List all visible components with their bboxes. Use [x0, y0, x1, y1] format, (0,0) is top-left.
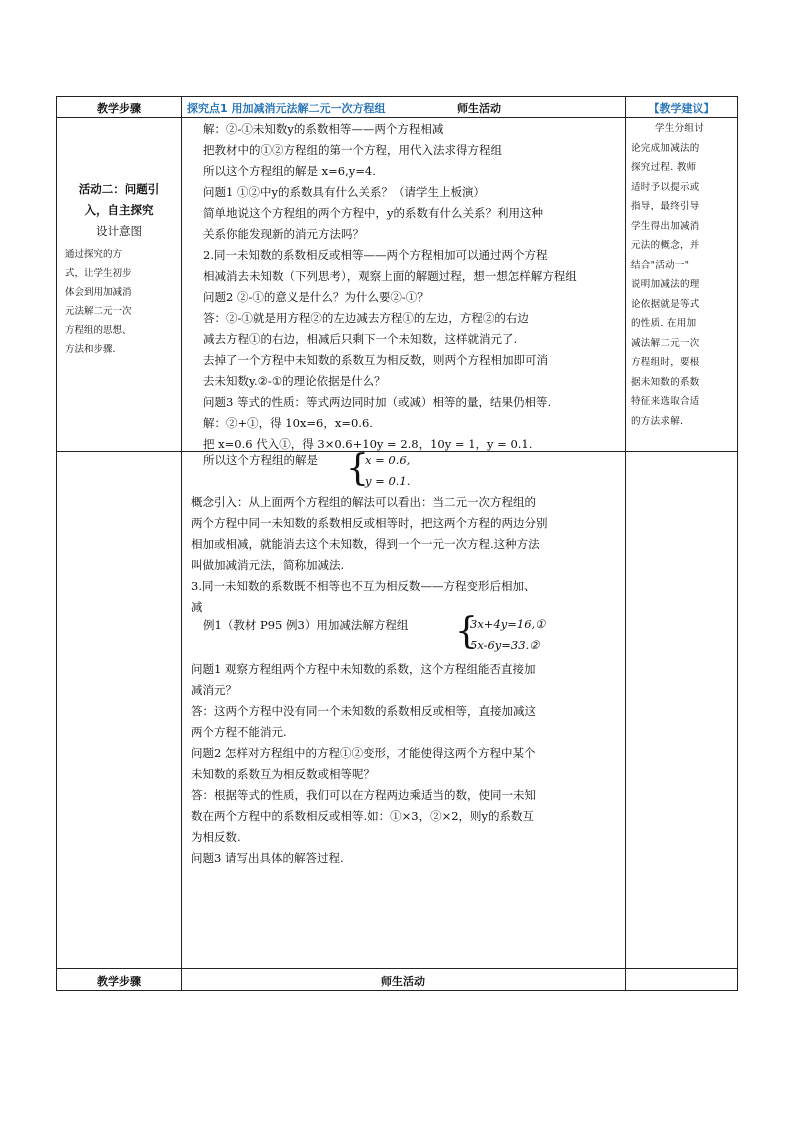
example-equation-2: 5x-6y=33.② [470, 638, 540, 652]
text-line: 把 x=0.6 代入①，得 3×0.6+10y = 2.8，10y = 1，y = 0.1. [203, 437, 533, 451]
column-divider-1 [181, 97, 182, 990]
design-intent-title: 设计意图 [96, 224, 142, 238]
text-line: 问题2 怎样对方程组中的方程①②变形，才能使得这两个方程中某个 [191, 746, 536, 760]
text-line: 的性质. 在用加 [631, 318, 697, 329]
text-line: 两个方程中同一未知数的系数相反或相等时，把这两个方程的两边分别 [191, 516, 548, 530]
text-line: 解：②+①，得 10x=6，x=0.6. [203, 416, 373, 430]
header-explore-point: 探究点1 用加减消元法解二元一次方程组 [187, 102, 386, 115]
text-line: 问题3 请写出具体的解答过程. [191, 851, 344, 865]
footer-teaching-steps: 教学步骤 [97, 975, 141, 988]
text-line: 指导，最终引导 [631, 201, 700, 212]
text-line: 方程组的思想、 [65, 325, 132, 336]
text-line: 答：根据等式的性质，我们可以在方程两边乘适当的数，使同一未知 [191, 788, 536, 802]
text-line: 问题1 观察方程组两个方程中未知数的系数，这个方程组能否直接加 [191, 662, 536, 676]
footer-divider [57, 968, 737, 969]
text-line: 关系你能发现新的消元方法吗？ [203, 227, 364, 241]
header-activities: 师生活动 [457, 102, 501, 115]
text-line: 减 [191, 600, 203, 614]
text-line: 元法的概念，并 [631, 240, 700, 251]
text-line: 方程组时，要根 [631, 357, 700, 368]
text-line: 把教材中的①②方程组的第一个方程，用代入法求得方程组 [203, 143, 502, 157]
example-1-text: 例1（教材 P95 例3）用加减法解方程组 [203, 618, 409, 632]
text-line: 通过探究的方 [65, 249, 123, 260]
text-line: 式，让学生初步 [65, 268, 132, 279]
text-line: 的方法求解. [631, 415, 684, 427]
text-line: 问题1 ①②中y的系数具有什么关系？（请学生上板演） [203, 185, 485, 199]
text-line: 解：②-①未知数y的系数相等——两个方程相减 [203, 122, 444, 136]
text-line: 体会到用加减消 [65, 287, 132, 298]
text-line: 去未知数y.②-①的理论依据是什么？ [203, 374, 386, 388]
solution-intro: 所以这个方程组的解是 [203, 453, 318, 467]
text-line: 元法解二元一次 [65, 306, 132, 317]
text-line: 所以这个方程组的解是 x=6,y=4. [203, 164, 376, 178]
solution-y: y = 0.1. [365, 474, 411, 488]
text-line: 减消元？ [191, 683, 237, 697]
text-line: 特征来选取合适 [631, 396, 700, 407]
text-line: 相减消去未知数（下列思考），观察上面的解题过程，想一想怎样解方程组 [203, 269, 577, 283]
text-line: 概念引入：从上面两个方程组的解法可以看出：当二元一次方程组的 [191, 495, 536, 509]
text-line: 学生得出加减消 [631, 220, 700, 232]
footer-activities: 师生活动 [381, 975, 425, 988]
text-line: 数在两个方程中的系数相反或相等.如：①×3，②×2，则y的系数互 [191, 809, 535, 823]
text-line: 减法解二元一次 [631, 337, 700, 349]
lesson-table [56, 96, 738, 991]
text-line: 结合"活动一" [631, 259, 690, 271]
text-line: 未知数的系数互为相反数或相等呢？ [191, 767, 375, 781]
text-line: 说明加减法的理 [631, 279, 700, 290]
header-teaching-suggestions: 【教学建议】 [648, 102, 715, 115]
text-line: 3.同一未知数的系数既不相等也不互为相反数——方程变形后相加、 [191, 579, 536, 593]
text-line: 问题3 等式的性质：等式两边同时加（或减）相等的量，结果仍相等. [203, 395, 552, 409]
header-divider [57, 117, 737, 118]
solution-x: x = 0.6, [365, 453, 411, 467]
text-line: 简单地说这个方程组的两个方程中，y的系数有什么关系？利用这种 [203, 206, 543, 220]
text-line: 探究过程. 教师 [631, 162, 697, 173]
text-line: 叫做加减消元法，简称加减法. [191, 558, 345, 572]
text-line: 答：②-①就是用方程②的左边减去方程①的左边，方程②的右边 [203, 311, 529, 325]
text-line: 据未知数的系数 [631, 376, 700, 388]
activity-title-line2: 入，自主探究 [84, 203, 154, 217]
header-teaching-steps: 教学步骤 [97, 102, 141, 115]
text-line: 减去方程①的右边，相减后只剩下一个未知数，这样就消元了. [203, 332, 518, 346]
example-brace: { [455, 611, 478, 652]
text-line: 2.同一未知数的系数相反或相等——两个方程相加可以通过两个方程 [203, 248, 548, 262]
text-line: 论依据就是等式 [631, 298, 700, 310]
activity-title-line1: 活动二：问题引 [78, 182, 160, 196]
text-line: 适时予以提示或 [631, 181, 700, 193]
text-line: 两个方程不能消元. [191, 725, 287, 739]
solution-brace: { [346, 448, 369, 489]
text-line: 问题2 ②-①的意义是什么？为什么要②-①？ [203, 290, 429, 304]
text-line: 相加或相减，就能消去这个未知数，得到一个一元一次方程.这种方法 [191, 537, 540, 551]
column-divider-2 [625, 97, 626, 990]
text-line: 去掉了一个方程中未知数的系数互为相反数，则两个方程相加即可消 [203, 353, 548, 367]
text-line: 答：这两个方程中没有同一个未知数的系数相反或相等，直接加减这 [191, 704, 536, 718]
text-line: 为相反数. [191, 830, 241, 844]
text-line: 论完成加减法的 [631, 142, 700, 154]
example-equation-1: 3x+4y=16,① [470, 617, 546, 631]
text-line: 方法和步骤. [65, 344, 116, 355]
text-line: 学生分组讨 [655, 123, 705, 134]
